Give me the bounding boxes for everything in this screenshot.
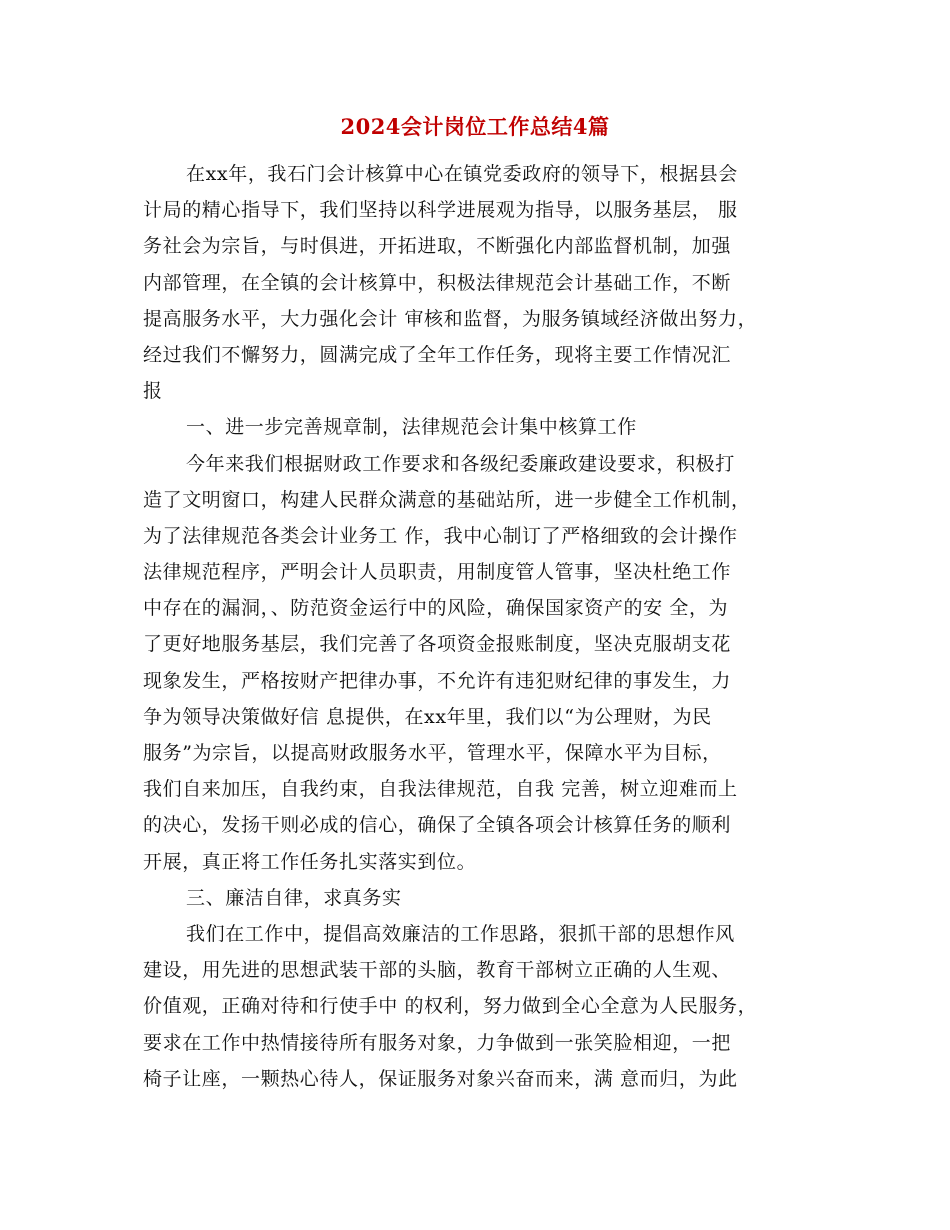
text-line: 服务”为宗旨，以提高财政服务水平，管理水平，保障水平为目标， <box>143 742 722 764</box>
text-line: 在xx年，我石门会计核算中心在镇党委政府的领导下，根据县会 <box>186 163 738 185</box>
text-line: 经过我们不懈努力，圆满完成了全年工作任务，现将主要工作情况汇 <box>143 343 732 366</box>
text-line: 三、廉洁自律，求真务实 <box>186 886 402 909</box>
text-line: 计局的精心指导下，我们坚持以科学进展观为指导，以服务基层， 服 <box>143 199 738 222</box>
text-line: 为了法律规范各类会计业务工 作，我中心制订了严格细致的会计操作 <box>143 524 738 547</box>
text-line: 中存在的漏洞，、防范资金运行中的风险，确保国家资产的安 全，为 <box>143 597 729 620</box>
text-line: 今年来我们根据财政工作要求和各级纪委廉政建设要求，积极打 <box>186 452 735 475</box>
text-line: 价值观，正确对待和行使手中 的权利，努力做到全心全意为人民服务， <box>143 995 758 1018</box>
document-body <box>143 156 823 1097</box>
text-line: 报 <box>143 380 163 403</box>
text-line: 我们在工作中，提倡高效廉洁的工作思路，狠抓干部的思想作风 <box>186 922 735 945</box>
document-title: 2024会计岗位工作总结4篇 <box>340 114 610 139</box>
text-line: 建设，用先进的思想武装干部的头脑，教育干部树立正确的人生观、 <box>143 959 732 982</box>
text-line: 要求在工作中热情接待所有服务对象，力争做到一张笑脸相迎，一把 <box>143 1031 732 1054</box>
text-line: 现象发生，严格按财产把律办事，不允许有违犯财纪律的事发生，力 <box>143 669 732 692</box>
text-line: 务社会为宗旨，与时俱进，开拓进取，不断强化内部监督机制，加强 <box>143 235 732 258</box>
text-line: 争为领导决策做好信 息提供，在xx年里，我们以“为公理财，为民 <box>143 705 712 728</box>
text-line: 椅子让座，一颗热心待人，保证服务对象兴奋而来，满 意而归，为此 <box>143 1067 738 1090</box>
text-line: 造了文明窗口，构建人民群众满意的基础站所，进一步健全工作机制， <box>143 488 751 511</box>
text-line: 提高服务水平，大力强化会计 审核和监督，为服务镇域经济做出努力， <box>143 307 758 330</box>
text-line: 开展，真正将工作任务扎实落实到位。 <box>143 850 477 873</box>
text-line: 一、进一步完善规章制，法律规范会计集中核算工作 <box>186 416 637 439</box>
text-line: 的决心，发扬干则必成的信心，确保了全镇各项会计核算任务的顺利 <box>143 814 732 837</box>
text-line: 法律规范程序，严明会计人员职责，用制度管人管事，坚决杜绝工作 <box>143 561 732 584</box>
text-line: 我们自来加压，自我约束，自我法律规范，自我 完善，树立迎难而上 <box>143 778 738 801</box>
text-line: 内部管理，在全镇的会计核算中，积极法律规范会计基础工作，不断 <box>143 271 732 294</box>
text-line: 了更好地服务基层，我们完善了各项资金报账制度，坚决克服胡支花 <box>143 633 732 656</box>
